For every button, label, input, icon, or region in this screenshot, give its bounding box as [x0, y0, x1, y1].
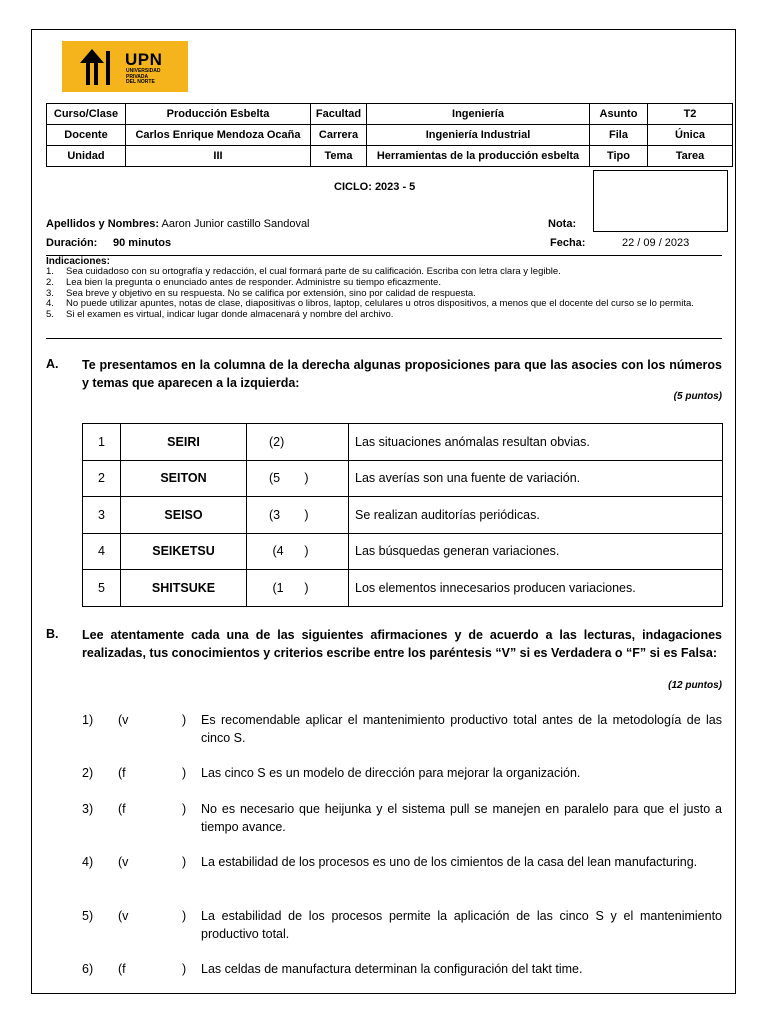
statement-text: No es necesario que heijunka y el sistema pull se manejen en paralelo para que el justo a tiempo avance.	[201, 802, 722, 834]
section-a-points: (5 puntos)	[673, 391, 722, 402]
term-cell: SEISO	[121, 497, 247, 534]
statement-number: 1)	[82, 713, 94, 727]
table-cell: Facultad	[311, 104, 367, 125]
answer-cell[interactable]: (1 )	[247, 570, 349, 607]
statement-text: Las cinco S es un modelo de dirección para mejorar la organización.	[201, 766, 581, 780]
statement-number: 4)	[82, 855, 94, 869]
term-cell: SEITON	[121, 460, 247, 497]
table-cell: Carlos Enrique Mendoza Ocaña	[126, 125, 311, 146]
fecha-value: 22 / 09 / 2023	[622, 237, 690, 249]
statement-answer[interactable]: (v	[118, 855, 129, 869]
table-cell: Asunto	[590, 104, 648, 125]
answer-cell[interactable]: (5 )	[247, 460, 349, 497]
description-cell: Las averías son una fuente de variación.	[349, 460, 723, 497]
divider	[46, 255, 722, 256]
nota-label: Nota:	[548, 218, 577, 230]
upn-logo	[62, 41, 188, 92]
table-cell: Tema	[311, 146, 367, 167]
description-cell: Las situaciones anómalas resultan obvias.	[349, 424, 723, 461]
table-row	[83, 460, 723, 497]
section-a-instructions: Te presentamos en la columna de la derecha algunas proposiciones para que las asocies con los números y temas que aparecen a la izquierda:	[82, 358, 722, 390]
section-b-points: (12 puntos)	[668, 680, 722, 691]
table-cell: Unidad	[47, 146, 126, 167]
logo-sub-line: UNIVERSIDAD	[126, 68, 161, 74]
table-row	[83, 424, 723, 461]
row-number: 5	[83, 570, 121, 607]
table-cell: Producción Esbelta	[126, 104, 311, 125]
statement-answer[interactable]: (f	[118, 766, 126, 780]
table-cell: Herramientas de la producción esbelta	[367, 146, 590, 167]
table-row	[47, 104, 733, 125]
statement-text: Las celdas de manufactura determinan la configuración del takt time.	[201, 962, 583, 976]
statement-number: 5)	[82, 909, 94, 923]
item-text: Lea bien la pregunta o enunciado antes de responder. Administre su tiempo eficazmente.	[66, 276, 441, 288]
table-row	[83, 533, 723, 570]
indicaciones-list	[46, 267, 722, 321]
divider	[46, 338, 722, 339]
description-cell: Se realizan auditorías periódicas.	[349, 497, 723, 534]
term-cell: SHITSUKE	[121, 570, 247, 607]
student-name: Aaron Junior castillo Sandoval	[161, 218, 310, 230]
section-a-letter: A.	[46, 357, 59, 371]
logo-subtitle	[126, 69, 166, 86]
statement-paren: )	[182, 909, 187, 923]
table-cell: Curso/Clase	[47, 104, 126, 125]
answer-cell[interactable]: (3 )	[247, 497, 349, 534]
table-row	[83, 497, 723, 534]
duracion-value: 90 minutos	[113, 237, 172, 249]
row-number: 2	[83, 460, 121, 497]
table-row	[47, 146, 733, 167]
statement-number: 6)	[82, 962, 94, 976]
statement-answer[interactable]: (v	[118, 713, 129, 727]
table-cell: Carrera	[311, 125, 367, 146]
statement-answer[interactable]: (f	[118, 962, 126, 976]
term-cell: SEIRI	[121, 424, 247, 461]
item-text: Sea cuidadoso con su ortografía y redacción, el cual formará parte de su calificación. Escriba con letra clara y legible.	[66, 266, 561, 277]
answer-cell[interactable]: (4 )	[247, 533, 349, 570]
statement-text: Es recomendable aplicar el mantenimiento productivo total antes de la metodología de las cinco S.	[201, 713, 722, 745]
statement-paren: )	[182, 766, 187, 780]
duracion-label: Duración:	[46, 237, 98, 249]
statement-text: La estabilidad de los procesos es uno de los cimientos de la casa del lean manufacturing.	[201, 855, 698, 869]
row-number: 1	[83, 424, 121, 461]
section-b-letter: B.	[46, 627, 59, 641]
logo-sub-line: DEL NORTE	[126, 79, 155, 86]
answer-cell[interactable]: (2)	[247, 424, 349, 461]
row-number: 3	[83, 497, 121, 534]
fecha-label: Fecha:	[550, 237, 586, 249]
item-text: No puede utilizar apuntes, notas de clase, diapositivas o libros, laptop, celulares u otros dispositivos, a menos que el docente del curso se lo permita.	[66, 298, 694, 310]
item-text: Sea breve y objetivo en su respuesta. No se califica por extensión, sino por calidad de respuesta.	[66, 287, 476, 299]
statement-paren: )	[182, 962, 187, 976]
statement-paren: )	[182, 802, 187, 816]
course-info-table	[46, 103, 733, 167]
item-number: 3.	[46, 287, 54, 299]
item-text: Si el examen es virtual, indicar lugar donde almacenará y nombre del archivo.	[66, 309, 394, 321]
item-number: 2.	[46, 276, 54, 288]
description-cell: Los elementos innecesarios producen variaciones.	[349, 570, 723, 607]
item-number: 4.	[46, 298, 54, 310]
statement-answer[interactable]: (v	[118, 909, 129, 923]
statement-text: La estabilidad de los procesos permite la aplicación de las cinco S y el mantenimiento productivo total.	[201, 909, 722, 941]
statement-paren: )	[182, 713, 187, 727]
term-cell: SEIKETSU	[121, 533, 247, 570]
table-cell: Única	[648, 125, 733, 146]
section-b-instructions: Lee atentamente cada una de las siguientes afirmaciones y de acuerdo a las lecturas, indagaciones realizadas, tus conocimientos y criterios escribe entre los paréntesis “V” si es Verdadera o “F” si es Falsa:	[82, 628, 722, 660]
statement-paren: )	[182, 855, 187, 869]
upn-arrow-icon	[62, 41, 122, 92]
item-number: 1.	[46, 266, 54, 277]
logo-text: UPN	[125, 50, 163, 69]
table-row	[47, 125, 733, 146]
table-cell: T2	[648, 104, 733, 125]
item-number: 5.	[46, 309, 54, 321]
statement-number: 3)	[82, 802, 94, 816]
names-label: Apellidos y Nombres:	[46, 218, 160, 230]
matching-table	[82, 423, 723, 607]
table-cell: Fila	[590, 125, 648, 146]
indicaciones-title: Indicaciones:	[46, 256, 110, 267]
grade-box	[593, 170, 728, 232]
list-item	[46, 310, 722, 321]
table-cell: Ingeniería	[367, 104, 590, 125]
statement-number: 2)	[82, 766, 94, 780]
table-cell: Docente	[47, 125, 126, 146]
table-cell: Tarea	[648, 146, 733, 167]
student-name-line	[46, 218, 310, 230]
description-cell: Las búsquedas generan variaciones.	[349, 533, 723, 570]
statement-answer[interactable]: (f	[118, 802, 126, 816]
table-cell: Tipo	[590, 146, 648, 167]
table-row	[83, 570, 723, 607]
table-cell: III	[126, 146, 311, 167]
logo-sub-line: PRIVADA	[126, 73, 149, 80]
table-cell: Ingeniería Industrial	[367, 125, 590, 146]
ciclo-label: CICLO: 2023 - 5	[334, 181, 416, 193]
row-number: 4	[83, 533, 121, 570]
